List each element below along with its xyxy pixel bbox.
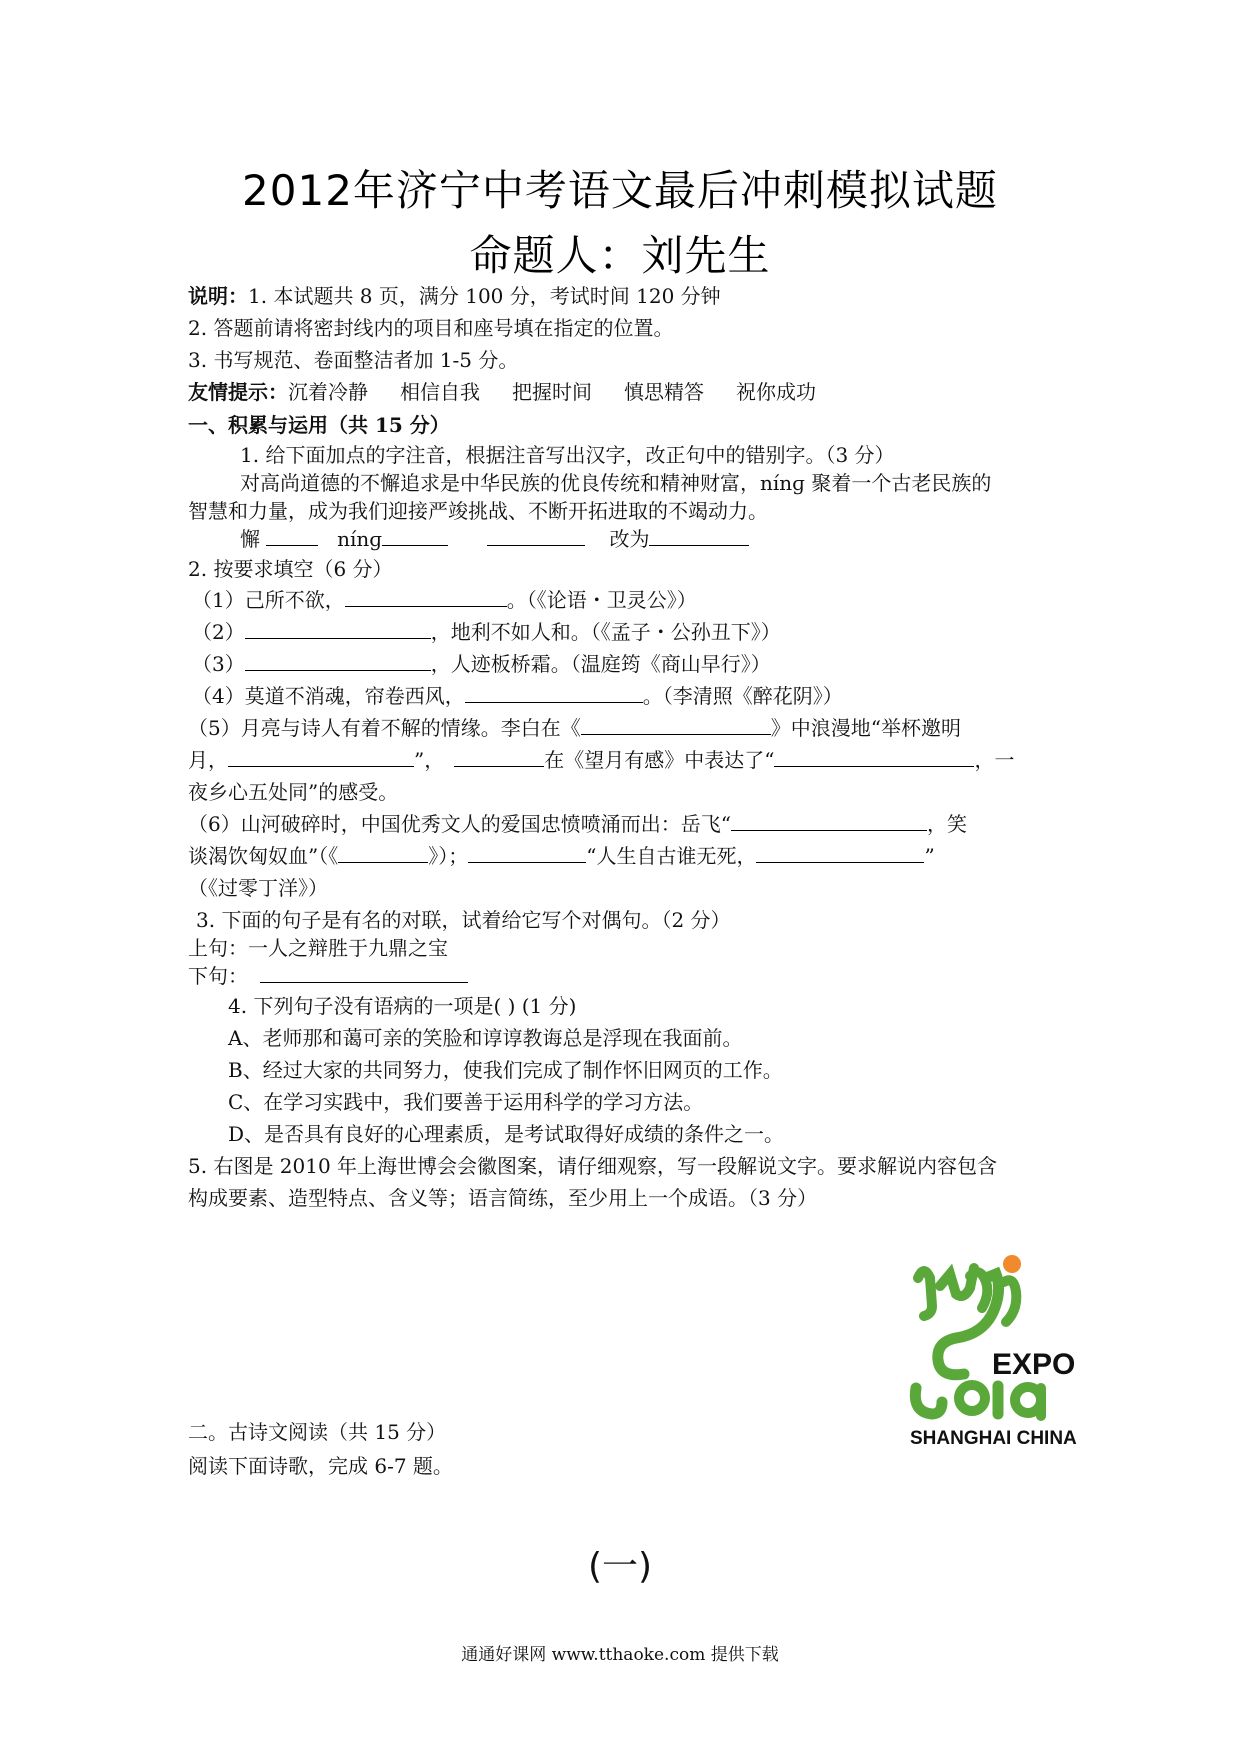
expo-word: EXPO: [992, 1348, 1076, 1381]
q2-item-4-source: 。（李清照《醉花阴》）: [642, 684, 843, 708]
q1-blank-2[interactable]: [382, 525, 448, 546]
q2-item-5-text: 月，: [188, 748, 228, 772]
q2-item-2-source: ，地利不如人和。（《孟子・公孙丑下》）: [430, 620, 781, 644]
q4-option-b: B、经过大家的共同努力，使我们完成了制作怀旧网页的工作。: [228, 1058, 783, 1082]
q2-blank[interactable]: [756, 842, 924, 863]
q3-lower-label: 下句：: [188, 964, 248, 988]
q2-item-2: [192, 618, 781, 646]
q2-item-3-source: ，人迹板桥霜。（温庭筠《商山早行》）: [430, 652, 771, 676]
tip-item: 祝你成功: [736, 380, 816, 404]
q5-line-1: 5. 右图是 2010 年上海世博会会徽图案，请仔细观察，写一段解说文字。要求解说内容包含: [188, 1154, 998, 1178]
section2-heading: 二。古诗文阅读（共 15 分）: [188, 1420, 447, 1444]
q2-item-3: [192, 650, 771, 678]
q2-item-6-text: ”: [924, 844, 935, 868]
q1-blank-4[interactable]: [649, 525, 749, 546]
q1-blank-3[interactable]: [487, 525, 585, 546]
exam-title: 2012年济宁中考语文最后冲刺模拟试题: [242, 166, 998, 215]
q2-blank[interactable]: [465, 682, 643, 703]
expo-logo: [900, 1238, 1092, 1458]
tip-item: 沉着冷静: [288, 380, 368, 404]
q1-word-1: 懈: [240, 527, 260, 551]
q2-prompt: 2. 按要求填空（6 分）: [188, 557, 393, 581]
q2-blank[interactable]: [454, 746, 544, 767]
q2-item-5-line-3: 夜乡心五处同”的感受。: [188, 780, 399, 804]
q2-item-6-line-1: [188, 810, 967, 838]
q3-lower: [188, 962, 468, 990]
q2-item-6-text: （6）山河破碎时，中国优秀文人的爱国忠愤喷涌而出：岳飞“: [188, 812, 731, 836]
q2-blank[interactable]: [245, 650, 431, 671]
q2-item-5-line-2: [188, 746, 1014, 774]
q1-blank-1[interactable]: [266, 525, 318, 546]
q1-text-1: 对高尚道德的不懈追求是中华民族的优良传统和精神财富，nínɡ 聚着一个古老民族的: [240, 471, 992, 495]
tips-label: 友情提示：: [188, 380, 288, 404]
tips-line: [188, 378, 816, 406]
q2-item-5-text: （5）月亮与诗人有着不解的情缘。李白在《: [188, 716, 581, 740]
q1-word-2: nínɡ: [337, 527, 383, 551]
q2-item-3-text: （3）: [192, 652, 245, 676]
q2-blank[interactable]: [345, 586, 507, 607]
notes-line-2: 2. 答题前请将密封线内的项目和座号填在指定的位置。: [188, 316, 674, 340]
q2-item-6-text: 》）；: [428, 844, 469, 868]
exam-author: 命题人：刘先生: [469, 231, 771, 280]
tip-item: 把握时间: [512, 380, 592, 404]
section2-instruction: 阅读下面诗歌，完成 6-7 题。: [188, 1454, 453, 1478]
q2-item-1-text: （1）己所不欲，: [192, 588, 345, 612]
notes-label: 说明：: [188, 284, 248, 308]
q3-upper: 上句：一人之辩胜于九鼎之宝: [188, 936, 448, 960]
q4-prompt: 4. 下列句子没有语病的一项是( ) (1 分): [228, 994, 577, 1018]
q4-option-c: C、在学习实践中，我们要善于运用科学的学习方法。: [228, 1090, 704, 1114]
q2-blank[interactable]: [468, 842, 586, 863]
q2-item-4: [192, 682, 843, 710]
q2-blank[interactable]: [338, 842, 428, 863]
q2-blank[interactable]: [228, 746, 414, 767]
section1-heading: 一、积累与运用（共 15 分）: [188, 413, 450, 437]
q1-word-3: 改为: [609, 527, 650, 551]
q2-item-5-text: ，一: [974, 748, 1015, 772]
q2-blank[interactable]: [245, 618, 431, 639]
q2-item-5-line-1: [188, 714, 961, 742]
q3-blank[interactable]: [260, 962, 468, 983]
q2-item-6-line-2: [188, 842, 935, 870]
page-number: (一): [587, 1546, 653, 1587]
q1-answer-line: [240, 525, 749, 553]
q4-option-a: A、老师那和蔼可亲的笑脸和谆谆教诲总是浮现在我面前。: [228, 1026, 743, 1050]
q2-item-1-source: 。（《论语・卫灵公》）: [506, 588, 697, 612]
q5-line-2: 构成要素、造型特点、含义等；语言简练，至少用上一个成语。（3 分）: [188, 1186, 818, 1210]
tip-item: 慎思精答: [624, 380, 704, 404]
q1-text-2: 智慧和力量，成为我们迎接严竣挑战、不断开拓进取的不竭动力。: [188, 499, 768, 523]
q4-option-d: D、是否具有良好的心理素质，是考试取得好成绩的条件之一。: [228, 1122, 785, 1146]
q3-prompt: 3. 下面的句子是有名的对联，试着给它写个对偶句。（2 分）: [196, 908, 731, 932]
q2-item-6-text: 谈渴饮匈奴血”（《: [188, 844, 339, 868]
notes-text-1: 1. 本试题共 8 页，满分 100 分，考试时间 120 分钟: [248, 284, 721, 308]
tip-item: 相信自我: [400, 380, 480, 404]
q2-blank[interactable]: [774, 746, 974, 767]
q2-item-5-text: 》中浪漫地“举杯邀明: [770, 716, 961, 740]
q2-item-1: [192, 586, 697, 614]
q2-item-5-text: 在《望月有感》中表达了“: [544, 748, 775, 772]
q2-item-4-text: （4）莫道不消魂，帘卷西风，: [192, 684, 465, 708]
q2-item-5-text: ”，: [414, 748, 445, 772]
footer-credit: 通通好课网 www.tthaoke.com 提供下载: [461, 1645, 779, 1665]
q2-item-6-line-3: （《过零丁洋》）: [188, 876, 328, 900]
q2-item-6-text: “人生自古谁无死，: [586, 844, 757, 868]
expo-city: SHANGHAI CHINA: [910, 1428, 1077, 1449]
q1-prompt: 1. 给下面加点的字注音，根据注音写出汉字，改正句中的错别字。（3 分）: [240, 443, 895, 467]
q2-blank[interactable]: [731, 810, 927, 831]
notes-line-1: [188, 282, 721, 310]
q2-blank[interactable]: [581, 714, 771, 735]
notes-line-3: 3. 书写规范、卷面整洁者加 1-5 分。: [188, 348, 519, 372]
q2-item-2-text: （2）: [192, 620, 245, 644]
q2-item-6-text: ，笑: [926, 812, 967, 836]
